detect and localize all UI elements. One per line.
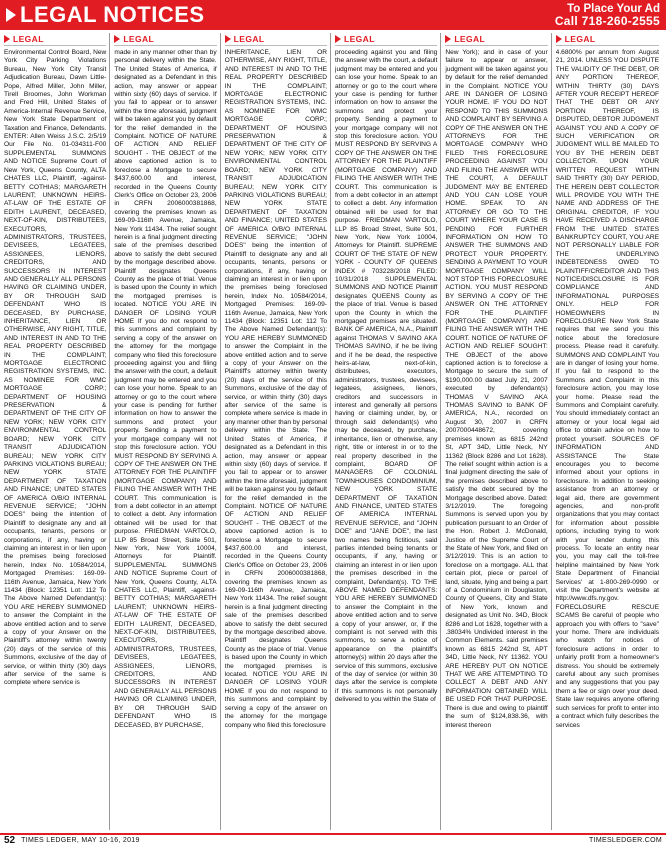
- triangle-arrow-icon: [556, 35, 562, 43]
- triangle-arrow-icon: [225, 35, 231, 43]
- legal-columns: [4, 33, 662, 830]
- column-heading-label: LEGAL: [13, 34, 44, 44]
- triangle-arrow-icon: [445, 35, 451, 43]
- column-heading-label: LEGAL: [233, 34, 265, 44]
- triangle-arrow-icon: [4, 35, 10, 43]
- legal-column: [335, 33, 441, 830]
- footer-left: [4, 835, 140, 846]
- legal-notice-text: made in any manner other than by personal delivery within the State. The United States of America, if designated as a Defendant in this action, may answer or appear within sixty (60) days of service. If you fail to appear or to answer within the time aforesaid, judgment will be taken against you by default for the relief demanded in the Complaint. NOTICE OF NATURE OF ACTION AND RELIEF SOUGHT - THE OBJECT of the above captioned action is to foreclose a Mortgage to secure $437,600.00 and interest, recorded in the Queens County Clerk's Office on October 23, 2006 in CRFN 2006000381868, covering the premises known as 169-09-116th Avenue, Jamaica, New York 11434. The relief sought herein is a final judgment directing sale of the premises described above to satisfy the debt secured by the mortgage described above. Plaintiff designates Queens County as the place of trial. Venue is based upon the County in which the mortgaged premises is located. NOTICE YOU ARE IN DANGER OF LOSING YOUR HOME If you do not respond to this summons and complaint by serving a copy of the answer on the attorney for the mortgage company who filed this foreclosure proceeding against you and filing the answer with the court, a default judgment may be entered and you can lose your home. Speak to an attorney or go to the court where your case is pending for further information on how to answer the summons and protect your property. Sending a payment to your mortgage company will not stop this foreclosure action. YOU MUST RESPOND BY SERVING A COPY OF THE ANSWER ON THE ATTORNEY FOR THE PLAINTIFF (MORTGAGE COMPANY) AND FILING THE ANSWER WITH THE COURT. This communication is from a debt collector in an attempt to collect a debt. Any information obtained will be used for that purpose. FRIEDMAN VARTOLO, LLP 85 Broad Street, Suite 501, New York, New York 10004, Attorneys for Plaintiff. SUPPLEMENTAL SUMMONS AND NOTICE Supreme Court of New York, Queens County, ALTA CHATES LLC, Plaintiff, -against- BETTY COTHIAS; MARGARETH LAURENT; UNKNOWN HEIRS-AT-LAW OF THE ESTATE OF EDITH LAURENT, DECEASED, NEXT-OF-KIN, DISTRIBUTEES, EXECUTORS, ADMINISTRATORS, TRUSTEES, DEVISEES, LEGATEES, ASSIGNEES, LIENORS, CREDITORS, AND SUCCESSORS IN INTEREST AND GENERALLY ALL PERSONS HAVING OR CLAIMING UNDER, BY OR THROUGH SAID DEFENDANT WHO IS DECEASED, BY PURCHASE,: [114, 49, 217, 729]
- place-ad-text: To Place Your Ad: [567, 3, 660, 15]
- column-heading-label: LEGAL: [344, 34, 375, 44]
- legal-notice-text: New York); and in case of your failure to appear or answer, judgment will be taken against you by default for the relief demanded in the Complaint. NOTICE YOU ARE IN DANGER OF LOSING YOUR HOME. IF YOU DO NOT RESPOND TO THIS SUMMONS AND COMPLAINT BY SERVING A COPY OF THE ANSWER ON THE ATTORNEYS FOR THE MORTGAGE COMPANY WHO FILED THIS FORECLOSURE PROCEEDING AGAINST YOU AND FILING THE ANSWER WITH THE COURT, A DEFAULT JUDGMENT MAY BE ENTERED AND YOU CAN LOSE YOUR HOME. SPEAK TO AN ATTORNEY OR GO TO THE COURT WHERE YOUR CASE IS PENDING FOR FURTHER INFORMATION ON HOW TO ANSWER THE SUMMONS AND PROTECT YOUR PROPERTY. SENDING A PAYMENT TO YOUR MORTGAGE COMPANY WILL NOT STOP THIS FORECLOSURE ACTION. YOU MUST RESPOND BY SERVING A COPY OF THE ANSWER ON THE ATTORNEY FOR THE PLAINTIFF (MORTGAGE COMPANY) AND FILING THE ANSWER WITH THE COURT. NOTICE OF NATURE OF ACTION AND RELIEF SOUGHT: THE OBJECT of the above captioned action is to foreclose a Mortgage to secure the sum of $190,000.00 dated July 21, 2007 executed by defendant(s) THOMAS V SAVINO AKA THOMAS SAVINO to BANK OF AMERICA, N.A., recorded on August 30, 2007 in CRFN 2007000448672, covering premises known as 6815 242nd St, APT 34D, Little Neck, NY 11362 (Block 8286 and Lot 1628). The relief sought within action is a final judgment directing the sale of the premises described above to satisfy the debt secured by the Mortgage described above. Dated: 3/12/2019. The foregoing Summons is served upon you by publication pursuant to an Order of the Hon. Robert J. McDonald, Justice of the Supreme Court of the State of New York, and filed on 3/12/2019. This is an action to foreclose on a mortgage. ALL that certain plot, piece or parcel of land, situate, lying and being a part of a Condominium in Douglaston, County of Queens, City and State of New York, known and designated as Unit No. 34D, Block 8286 and Lot 1628, together with a .38034% Undivided interest in the Common Elements. said premises known as 6815 242nd St, APT 34D, Little Neck, NY 11362. YOU ARE HEREBY PUT ON NOTICE THAT WE ARE ATTEMPTING TO COLLECT A DEBT AND ANY INFORMATION OBTAINED WILL BE USED FOR THAT PURPOSE. There is due and owing to plaintiff the sum of $124,838.36, with interest thereon: [445, 49, 548, 729]
- column-heading: [225, 33, 327, 46]
- banner-title-group: [6, 2, 205, 28]
- legal-column: [556, 33, 662, 830]
- banner-title: LEGAL NOTICES: [20, 2, 205, 27]
- column-heading: [556, 33, 659, 46]
- triangle-arrow-icon: [6, 8, 16, 22]
- place-ad-callout: [555, 3, 660, 27]
- column-heading-label: LEGAL: [564, 34, 596, 44]
- column-heading: [114, 33, 216, 46]
- column-heading: [4, 33, 106, 46]
- legal-column: [445, 33, 551, 830]
- legal-notice-text: INHERITANCE, LIEN OR OTHERWISE, ANY RIGHT, TITLE, AND INTEREST IN AND TO THE REAL PROPERTY DESCRIBED IN THE COMPLAINT; MORTGAGE ELECTRONIC REGISTRATION SYSTEMS, INC. AS NOMINEE FOR WMC MORTGAGE CORP.; DEPARTMENT OF HOUSING PRESERVATION & DEPARTMENT OF THE CITY OF NEW YORK; NEW YORK CITY ENVIRONMENTAL CONTROL BOARD; NEW YORK CITY TRANSIT ADJUDICATION BUREAU; NEW YORK CITY PARKING VIOLATIONS BUREAU; NEW YORK STATE DEPARTMENT OF TAXATION AND FINANCE; UNITED STATES OF AMERICA O/B/O INTERNAL REVENUE SERVICE; "JOHN DOES" being the intention of Plaintiff to designate any and all occupants, tenants, persons or corporations, if any, having or claiming an interest in or lien upon the premises being foreclosed herein, Index No. 10584/2014, Mortgaged Premises: 169-09-116th Avenue, Jamaica, New York 11434 (Block: 12351 Lot: 112 To The Above Named Defendant(s): YOU ARE HEREBY SUMMONED to answer the Complaint in the above entitled action and to serve a copy of your Answer on the Plaintiff's attorney within twenty (20) days of the service of this Summons, exclusive of the day of service, or within thirty (30) days after service of the same is complete where service is made in any manner other than by personal delivery within the State. The United States of America, if designated as a Defendant in this action, may answer or appear within sixty (60) days of service. If you fail to appear or to answer within the time aforesaid, judgment will be taken against you by default for the relief demanded in the Complaint. NOTICE OF NATURE OF ACTION AND RELIEF SOUGHT - THE OBJECT of the above captioned action is to foreclose a Mortgage to secure $437,600.00 and interest, recorded in the Queens County Clerk's Office on October 23, 2006 in CRFN 2006000381868, covering the premises known as 169-09-116th Avenue, Jamaica, New York 11434. The relief sought herein is a final judgment directing sale of the premises described above to satisfy the debt secured by the mortgage described above. Plaintiff designates Queens County as the place of trial. Venue is based upon the County in which the mortgaged premises is located. NOTICE YOU ARE IN DANGER OF LOSING YOUR HOME If you do not respond to this summons and complaint by serving a copy of the answer on the attorney for the mortgage company who filed this foreclosure: [224, 49, 327, 729]
- legal-column: [4, 33, 110, 830]
- place-ad-phone: Call 718-260-2555: [554, 14, 660, 28]
- website-link[interactable]: TIMESLEDGER.COM: [589, 837, 662, 844]
- page-footer: [0, 833, 666, 846]
- triangle-arrow-icon: [335, 35, 341, 43]
- publication-dateline: TIMES LEDGER, MAY 10-16, 2019: [21, 837, 140, 844]
- legal-notice-text: proceeding against you and filing the answer with the court, a default judgment may be entered and you can lose your home. Speak to an attorney or go to the court where your case is pending for further information on how to answer the summons and protect your property. Sending a payment to your mortgage company will not stop this foreclosure action. YOU MUST RESPOND BY SERVING A COPY OF THE ANSWER ON THE ATTORNEY FOR THE PLAINTIFF (MORTGAGE COMPANY) AND FILING THE ANSWER WITH THE COURT. This communication is from a debt collector in an attempt to collect a debt. Any information obtained will be used for that purpose. FRIEDMAN VARTOLO, LLP 85 Broad Street, Suite 501, New York, New York 10004, Attorneys for Plaintiff. SUPREME COURT OF THE STATE OF NEW YORK - COUNTY OF QUEENS INDEX # 703228/2018 FILED: 10/31/2018 SUPPLEMENTAL SUMMONS AND NOTICE Plaintiff designates QUEENS County as the place of trial. Venue is based upon the County in which the mortgaged premises are situated. BANK OF AMERICA, N.A., Plaintiff against THOMAS V SAVINO AKA THOMAS SAVINO, if he be living and if he be dead, the respective heirs-at-law, next-of-kin, distributees, executors, administrators, trustees, devisees, legatees, assignees, lienors, creditors and successors in interest and generally all persons having or claiming under, by, or through said defendant(s) who may be deceased, by purchase, inheritance, lien or otherwise, any right, title or interest in or to the real property described in the complaint, BOARD OF MANAGERS OF COLONIAL TOWNHOUSES CONDOMINIUM, NEW YORK STATE DEPARTMENT OF TAXATION AND FINANCE, UNITED STATES OF AMERICA INTERNAL REVENUE SERVICE, and "JOHN DOE" and "JANE DOE", the last two names being fictitious, said parties intended being tenants or occupants, if any, having or claiming an interest in or lien upon the premises described in the complaint, Defendant(s). TO THE ABOVE NAMED DEFENDANTS: YOU ARE HEREBY SUMMONED to answer the Complaint in the above entitled action and to serve a copy of your answer, or, if the complaint is not served with this summons, to serve a notice of appearance on the plaintiff's attorney(s) within 20 days after the service of this summons, exclusive of the day of service (or within 30 days after the service is complete if this summons is not personally delivered to you within the State of: [335, 49, 438, 704]
- legal-column: [114, 33, 220, 830]
- page-number: 52: [4, 835, 16, 846]
- legal-notice-text: 4.6800% per annum from August 21, 2014. UNLESS YOU DISPUTE THE VALIDITY OF THE DEBT, OR ANY PORTION THEREOF, WITHIN THIRTY (30) DAYS AFTER YOUR RECEIPT HEREOF THAT THE DEBT OR ANY PORTION THEREOF, IS DISPUTED, DEBTOR JUDGMENT AGAINST YOU AND A COPY OF SUCH VERIFICATION OR JUDGMENT WILL BE MAILED TO YOU BY THE HEREIN DEBT COLLECTOR. UPON YOUR WRITTEN REQUEST WITHIN SAID THIRTY (30) DAY PERIOD, THE HEREIN DEBT COLLECTOR WILL PROVIDE YOU WITH THE NAME AND ADDRESS OF THE ORIGINAL CREDITOR, IF YOU HAVE RECEIVED A DISCHARGE FROM THE UNITED STATES BANKRUPTCY COURT, YOU ARE NOT PERSONALLY LIABLE FOR THE UNDERLYING INDEBTEDNESS OWED TO PLAINTIFF/CREDITOR AND THIS NOTICE/DISCLOSURE IS FOR COMPLIANCE AND INFORMATIONAL PURPOSES ONLY. HELP FOR HOMEOWNERS IN FORECLOSURE New York State requires that we send you this notice about the foreclosure process. Please read it carefully. SUMMONS AND COMPLAINT You are in danger of losing your home. If you fail to respond to the Summons and Complaint in this foreclosure action, you may lose your home. Please read the Summons and Complaint carefully. You should immediately contact an attorney or your local legal aid office to obtain advice on how to protect yourself. SOURCES OF INFORMATION AND ASSISTANCE The State encourages you to become informed about your options in foreclosure. In addition to seeking assistance from an attorney or legal aid, there are government agencies, and non-profit organizations that you may contact for information about possible options, including trying to work with your lender during this process. To locate an entity near you, you may call the toll-free helpline maintained by New York State Department of Financial Services' at 1-800-269-0990 or visit the Department's website at http://www.dfs.ny.gov. FORECLOSURE RESCUE SCAMS Be careful of people who approach you with offers to "save" your home. There are individuals who watch for notices of foreclosure actions in order to unfairly profit from a homeowner's distress. You should be extremely careful about any such promises and any suggestions that you pay them a fee or sign over your deed. State law requires anyone offering such services for profit to enter into a contract which fully describes the services: [555, 49, 659, 729]
- legal-notice-text: Environmental Control Board, New York City Parking Violations Bureau, New York City Transit Adjudication Bureau, Dawn Little-Pope, Alfred Miller, John Miller, Tirell Broomes, John Workman and Fred Hill, United States of America-Internal Revenue Service, New York State Department of Taxation and Finance, Defendants. ENTER: Allen Weiss J.S.C. 2/5/19 Our File No. 01-034311-F00 SUPPLEMENTAL SUMMONS AND NOTICE Supreme Court of New York, Queens County, ALTA CHATES LLC, Plaintiff, -against- BETTY COTHIAS; MARGARETH LAURENT; UNKNOWN HEIRS-AT-LAW OF THE ESTATE OF EDITH LAURENT, DECEASED, NEXT-OF-KIN, DISTRIBUTEES, EXECUTORS, ADMINISTRATORS, TRUSTEES, DEVISEES, LEGATEES, ASSIGNEES, LIENORS, CREDITORS, AND SUCCESSORS IN INTEREST AND GENERALLY ALL PERSONS HAVING OR CLAIMING UNDER, BY OR THROUGH SAID DEFENDANT WHO IS DECEASED, BY PURCHASE, INHERITANCE, LIEN OR OTHERWISE, ANY RIGHT, TITLE, AND INTEREST IN AND TO THE REAL PROPERTY DESCRIBED IN THE COMPLAINT; MORTGAGE ELECTRONIC REGISTRATION SYSTEMS, INC. AS NOMINEE FOR WMC MORTGAGE CORP.; DEPARTMENT OF HOUSING PRESERVATION & DEPARTMENT OF THE CITY OF NEW YORK; NEW YORK CITY ENVIRONMENTAL CONTROL BOARD; NEW YORK CITY TRANSIT ADJUDICATION BUREAU; NEW YORK CITY PARKING VIOLATIONS BUREAU; NEW YORK STATE DEPARTMENT OF TAXATION AND FINANCE; UNITED STATES OF AMERICA O/B/O INTERNAL REVENUE SERVICE; "JOHN DOES" being the intention of Plaintiff to designate any and all occupants, tenants, persons or corporations, if any, having or claiming an interest in or lien upon the premises being foreclosed herein, Index No. 10584/2014, Mortgaged Premises: 169-09-116th Avenue, Jamaica, New York 11434 (Block: 12351 Lot: 112 To The Above Named Defendant(s): YOU ARE HEREBY SUMMONED to answer the Complaint in the above entitled action and to serve a copy of your Answer on the Plaintiff's attorney within twenty (20) days of the service of this Summons, exclusive of the day of service, or within thirty (30) days after service of the same is complete where service is: [4, 49, 107, 687]
- column-heading: [445, 33, 547, 46]
- column-heading-label: LEGAL: [123, 34, 155, 44]
- legal-notices-banner: [0, 0, 666, 30]
- triangle-arrow-icon: [114, 35, 120, 43]
- column-heading-label: LEGAL: [454, 34, 486, 44]
- legal-column: [225, 33, 331, 830]
- column-heading: [335, 33, 437, 46]
